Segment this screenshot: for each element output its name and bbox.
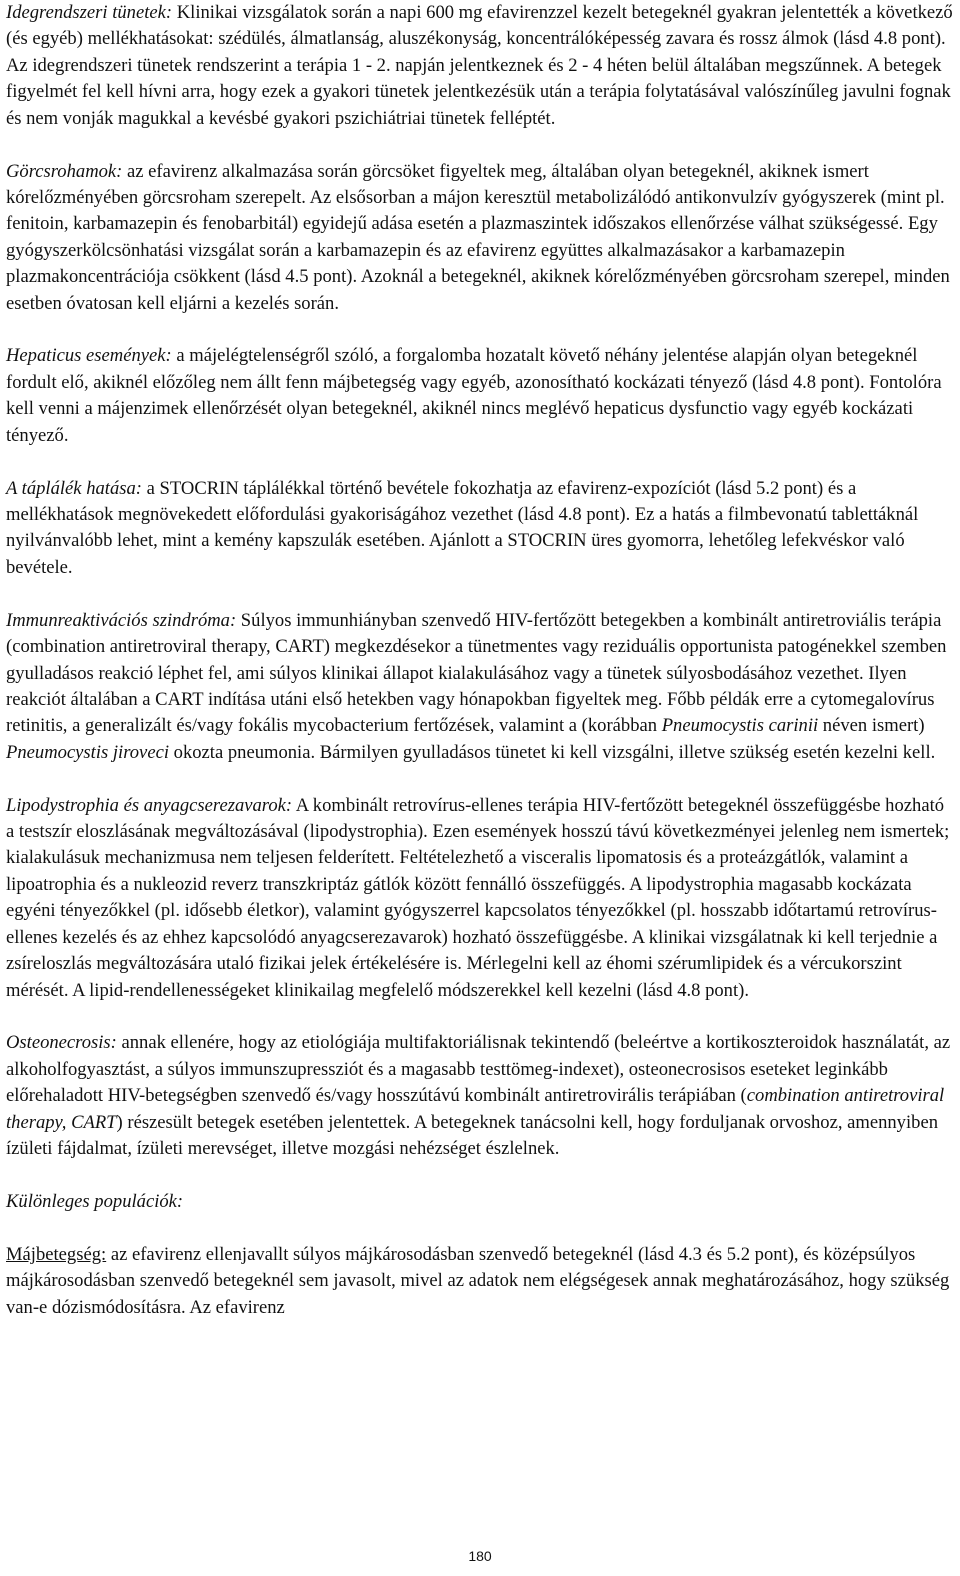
body-neurological-symptoms: Klinikai vizsgálatok során a napi 600 mg efavirenzzel kezelt betegeknél gyakran jelentették a következő (és egyéb) mellékhatásokat: szédülés, álmatlanság, aluszékonyság, koncentrálóképesség zavara és rossz álmok (lásd 4.8 pont). Az idegrendszeri tünetek rendszerint a terápia 1 - 2. napján jelentkeznek és 2 - 4 héten belül általában megszűnnek. A betegek figyelmét fel kell hívni arra, hogy ezek a gyakori tünetek jelentkezésük után a terápia folytatásával valószínűleg javulni fognak és nem vonják magukkal a kevésbé gyakori pszichiátriai tünetek felléptét. <box>6 2 953 129</box>
term-cart-italic: combination antiretroviral therapy, CART <box>6 1085 945 1133</box>
body-osteonecrosis-part1: annak ellenére, hogy az etiológiája multifaktoriálisnak tekintendő (beleértve a kortikoszteroidok használatát, az alkoholfogyasztást, a súlyos immunszupressziót és a magasabb testtömeg-indexet), osteonecrosisos eseteket leginkább előrehaladott HIV-betegségben szenvedő és/vagy hosszútávú kombinált antiretrovirális terápiában ( <box>6 1032 951 1107</box>
heading-hepatic-events: Hepaticus események: <box>6 345 172 367</box>
paragraph-immune-reactivation <box>6 608 956 766</box>
paragraph-neurological-symptoms <box>6 0 956 132</box>
body-hepatic-events: a májelégtelenségről szóló, a forgalomba hozatalt követő néhány jelentése alapján olyan betegeknél fordult elő, akiknél előzőleg nem állt fenn májbetegség vagy egyéb, azonosítható kockázati tényező (lásd 4.8 pont). Fontolóra kell venni a májenzimek ellenőrzését olyan betegeknél, akiknél nincs meglévő hepaticus dysfunctio vagy egyéb kockázati tényező. <box>6 345 942 446</box>
paragraph-hepatic-events <box>6 343 956 449</box>
body-food-effect: a STOCRIN táplálékkal történő bevétele fokozhatja az efavirenz-expozíciót (lásd 5.2 pont) és a mellékhatások megnövekedett előfordulási gyakoriságához vezethet (lásd 4.8 pont). Ez a hatás a filmbevonatú tablettáknál nyilvánvalóbb lehet, mint a kemény kapszulák esetében. Ajánlott a STOCRIN üres gyomorra, lehetőleg lefekvéskor való bevétele. <box>6 477 919 578</box>
heading-osteonecrosis: Osteonecrosis: <box>6 1032 117 1054</box>
heading-special-populations: Különleges populációk: <box>6 1190 184 1212</box>
heading-immune-reactivation: Immunreaktivációs szindróma: <box>6 609 237 631</box>
paragraph-lipodystrophy <box>6 793 956 1004</box>
body-immune-reactivation-part2: néven ismert) <box>818 715 925 737</box>
body-seizures: az efavirenz alkalmazása során görcsöket figyeltek meg, általában olyan betegeknél, akiknek ismert kórelőzményében görcsroham szerepelt. Az elsősorban a májon keresztül metabolizálódó antikonvulzív gyógyszerek (mint pl. fenitoin, karbamazepin és fenobarbitál) egyidejű adása esetén a plazmaszintek időszakos ellenőrzése válhat szükségessé. Egy gyógyszerkölcsönhatási vizsgálat során a karbamazepin és az efavirenz együttes alkalmazásakor a karbamazepin plazmakoncentrációja csökkent (lásd 4.5 pont). Azoknál a betegeknél, akiknek kórelőzményében görcsroham szerepel, minden esetben óvatosan kell eljárni a kezelés során. <box>6 160 950 314</box>
body-immune-reactivation-part1: Súlyos immunhiányban szenvedő HIV-fertőzött betegekben a kombinált antiretroviális terápia (combination antiretroviral therapy, CART) megkezdésekor a tünetmentes vagy reziduális opportunista patogénekkel szemben gyulladásos reakció léphet fel, ami súlyos klinikai állapot kialakulásához vagy a tünetek súlyosbodásához vezethet. Ilyen reakciót általában a CART indítása utáni első hetekben vagy hónapokban figyeltek meg. Főbb példák erre a cytomegalovírus retinitis, a generalizált és/vagy fokális mycobacterium fertőzések, valamint a (korábban <box>6 609 947 737</box>
heading-seizures: Görcsrohamok: <box>6 160 123 182</box>
page-number: 180 <box>468 1548 492 1564</box>
species-pneumocystis-jiroveci: Pneumocystis jiroveci <box>6 741 169 763</box>
heading-food-effect: A táplálék hatása: <box>6 477 142 499</box>
paragraph-seizures <box>6 159 956 317</box>
paragraph-food-effect <box>6 476 956 582</box>
body-immune-reactivation-part3: okozta pneumonia. Bármilyen gyulladásos tünetet ki kell vizsgálni, illetve szükség esetén kezelni kell. <box>169 741 936 763</box>
body-lipodystrophy: A kombinált retrovírus-ellenes terápia HIV-fertőzött betegeknél összefüggésbe hozható a testszír eloszlásának megváltozásával (lipodystrophia). Ezen események hosszú távú következményei jelenleg nem ismertek; kialakulásuk mechanizmusa nem teljesen felderített. Feltételezhető a visceralis lipomatosis és a proteázgátlók, valamint a lipoatrophia és a nukleozid reverz transzkriptáz gátlók között fennálló összefüggés. A lipodystrophia magasabb kockázata egyéni tényezőkkel (pl. idősebb életkor), valamint gyógyszerrel kapcsolatos tényezőkkel (pl. hosszabb időtartamú retrovírus-ellenes kezelés és az ehhez kapcsolódó anyagcserezavarok) hozható összefüggésbe. A klinikai vizsgálatnak ki kell terjednie a zsíreloszlás megváltozására utaló fizikai jelek értékelésére is. Mérlegelni kell az éhomi szérumlipidek és a vércukorszint mérését. A lipid-rendellenességeket klinikailag megfelelő módszerekkel kell kezelni (lásd 4.8 pont). <box>6 794 950 1001</box>
heading-lipodystrophy: Lipodystrophia és anyagcserezavarok: <box>6 794 293 816</box>
body-liver-disease: az efavirenz ellenjavallt súlyos májkárosodásban szenvedő betegeknél (lásd 4.3 és 5.2 pont), és középsúlyos májkárosodásban szenvedő betegeknél sem javasolt, mivel az adatok nem elégségesek annak meghatározásához, hogy szükség van-e dózismódosításra. Az efavirenz <box>6 1243 950 1318</box>
document-page <box>6 0 956 1321</box>
paragraph-special-populations <box>6 1189 956 1215</box>
heading-neurological-symptoms: Idegrendszeri tünetek: <box>6 2 173 23</box>
paragraph-liver-disease <box>6 1242 956 1321</box>
paragraph-osteonecrosis <box>6 1030 956 1162</box>
body-osteonecrosis-part2: ) részesült betegek esetében jelentettek. A betegeknek tanácsolni kell, hogy forduljanak orvoshoz, amennyiben ízületi fájdalmat, ízületi merevséget, illetve mozgási nehézséget észlelnek. <box>6 1111 938 1160</box>
heading-liver-disease: Májbetegség: <box>6 1243 107 1265</box>
species-pneumocystis-carinii: Pneumocystis carinii <box>661 715 819 737</box>
